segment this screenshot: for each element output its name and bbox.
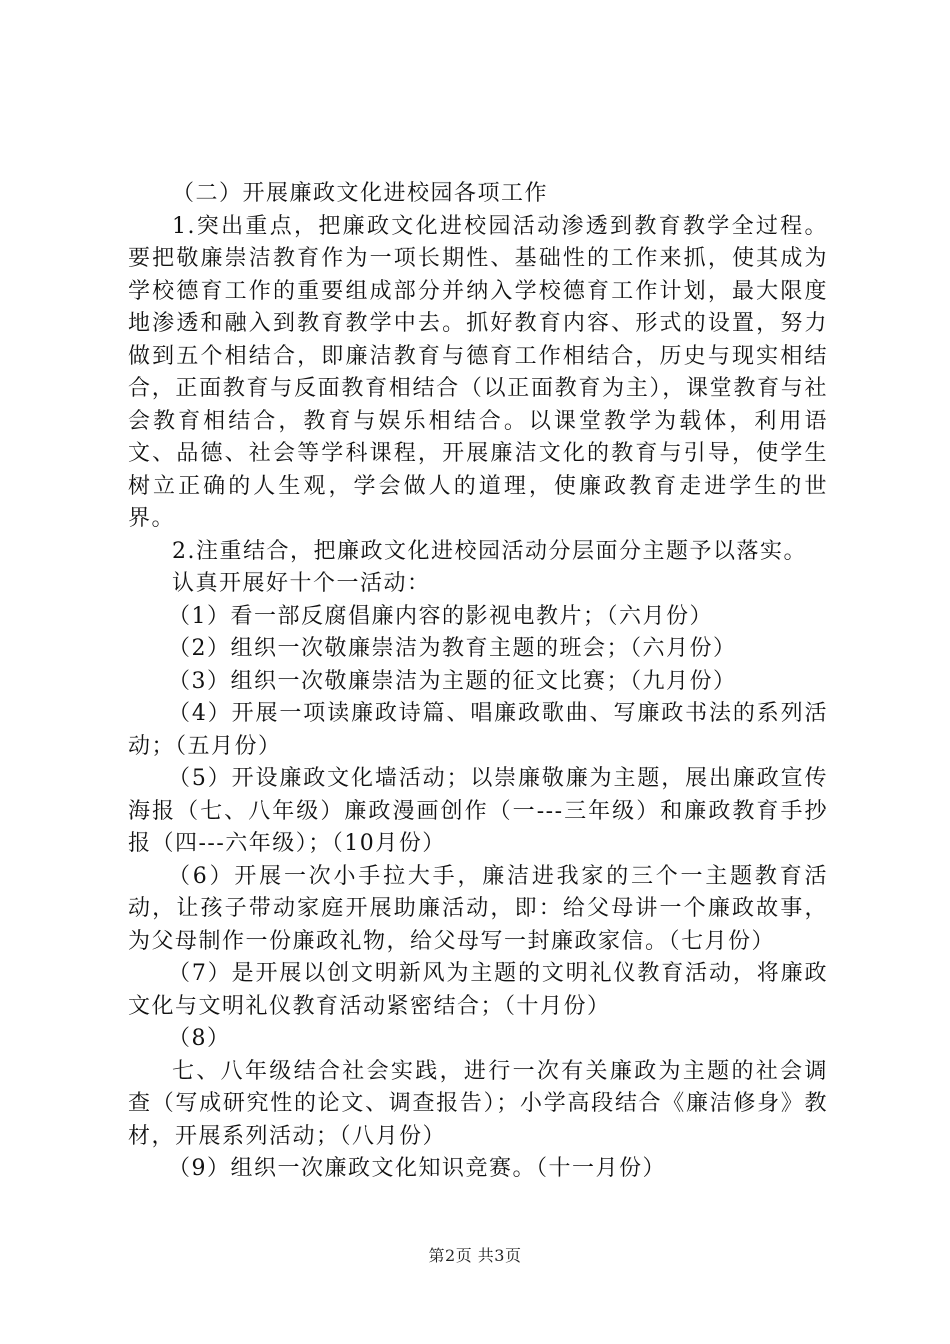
activity-item-2: （2）组织一次敬廉崇洁为教育主题的班会；（六月份） [168, 636, 737, 661]
document-body [128, 178, 828, 1186]
activity-item-8: （8） [168, 1026, 231, 1051]
activity-item-7: （7）是开展以创文明新风为主题的文明礼仪教育活动，将廉政文化与文明礼仪教育活动紧密结合；（十月份） [128, 961, 828, 1019]
activity-item-4: （4）开展一项读廉政诗篇、唱廉政歌曲、写廉政书法的系列活动；（五月份） [128, 701, 828, 759]
activity-item-5: （5）开设廉政文化墙活动；以崇廉敬廉为主题，展出廉政宣传海报（七、八年级）廉政漫画创作（一---三年级）和廉政教育手抄报（四---六年级）；（10月份） [128, 766, 828, 856]
activity-item-3: （3）组织一次敬廉崇洁为主题的征文比赛；（九月份） [168, 668, 737, 694]
activity-item-1: （1）看一部反腐倡廉内容的影视电教片；（六月份） [168, 603, 713, 629]
activity-item-6: （6）开展一次小手拉大手，廉洁进我家的三个一主题教育活动，让孩子带动家庭开展助廉活动，即：给父母讲一个廉政故事，为父母制作一份廉政礼物，给父母写一封廉政家信。（七月份） [128, 863, 828, 954]
activity-item-9: （9）组织一次廉政文化知识竞赛。（十一月份） [168, 1156, 666, 1181]
activity-item-8-body: 七、八年级结合社会实践，进行一次有关廉政为主题的社会调查（写成研究性的论文、调查报告）；小学高段结合《廉洁修身》教材，开展系列活动；（八月份） [128, 1058, 828, 1149]
paragraph-1: 1.突出重点，把廉政文化进校园活动渗透到教育教学全过程。要把敬廉崇洁教育作为一项长期性、基础性的工作来抓，使其成为学校德育工作的重要组成部分并纳入学校德育工作计划，最大限度地渗透和融入到教育教学中去。抓好教育内容、形式的设置，努力做到五个相结合，即廉洁教育与德育工作相结合，历史与现实相结合，正面教育与反面教育相结合（以正面教育为主），课堂教育与社会教育相结合，教育与娱乐相结合。以课堂教学为载体，利用语文、品德、社会等学科课程，开展廉洁文化的教育与引导，使学生树立正确的人生观，学会做人的道理，使廉政教育走进学生的世界。 [128, 213, 828, 531]
page-footer: 第2页 共3页 [428, 1246, 522, 1265]
paragraph-2: 2.注重结合，把廉政文化进校园活动分层面分主题予以落实。 [172, 538, 807, 564]
paragraph-3: 认真开展好十个一活动： [172, 571, 431, 596]
section-heading: （二）开展廉政文化进校园各项工作 [172, 181, 549, 206]
